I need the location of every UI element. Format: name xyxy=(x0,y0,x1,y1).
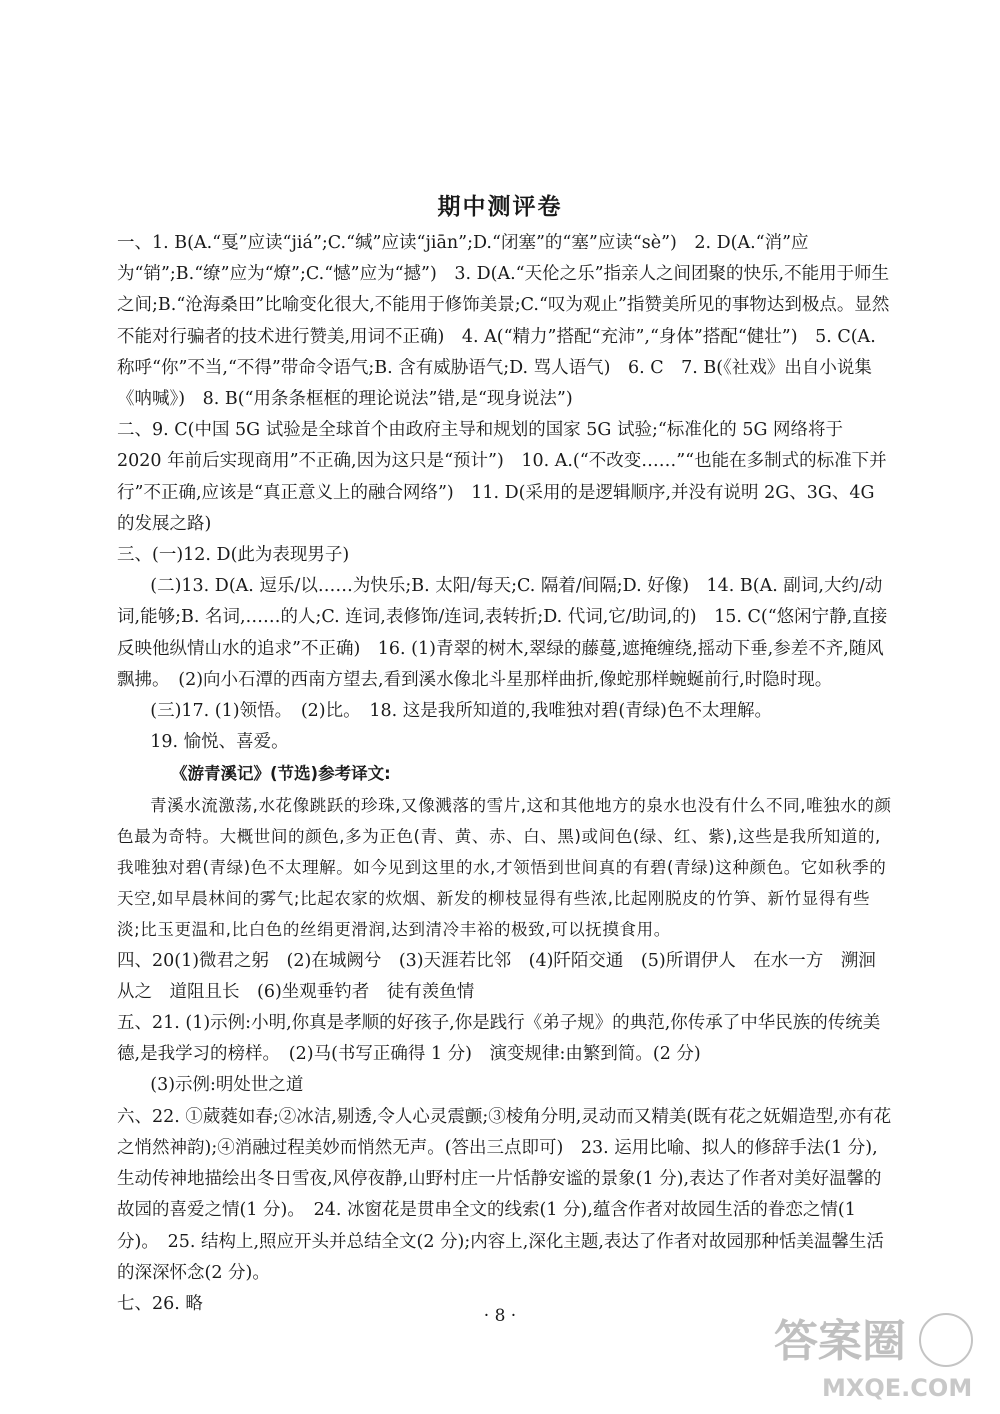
section-5-part-3: (3)示例:明处世之道 xyxy=(150,1075,304,1096)
section-6: 六、22. ①葳蕤如春;②冰洁,剔透,令人心灵震颤;③棱角分明,灵动而又精美(既有花之妩媚造型,亦有花之悄然神韵);④消融过程美妙而悄然无声。(答出三点即可) 23. 运用比喻、拟人的修辞手法(1 分),生动传神地描绘出冬日雪夜,风停夜静,山野村庄一片恬静安谧的景象(1 分),表达了作者对美好温馨的故园的喜爱之情(1 分)。 24. 冰窗花是贯串全文的线索(1 分),蕴含作者对故园生活的眷恋之情(1 分)。 25. 结构上,照应开头并总结全文(2 分);内容上,深化主题,表达了作者对故园那种恬美温馨生活的深深怀念(2 分)。 xyxy=(117,1106,892,1283)
section-7: 七、26. 略 xyxy=(117,1293,203,1314)
watermark-circle-icon xyxy=(920,1314,972,1366)
section-1: 一、1. B(A.“戛”应读“jiá”;C.“缄”应读“jiān”;D.“闭塞”的“塞”应读“sè”) 2. D(A.“消”应为“销”;B.“缭”应为“燎”;C.“憾”应为“撼”) 3. D(A.“天伦之乐”指亲人之间团聚的快乐,不能用于师生之间;B.“沧海桑田”比喻变化很大,不能用于修饰美景;C.“叹为观止”指赞美所见的事物达到极点。显然不能对行骗者的技术进行赞美,用词不正确) 4. A(“精力”搭配“充沛”,“身体”搭配“健壮”) 5. C(A. 称呼“你”不当,“不得”带命令语气;B. 含有威胁语气;D. 骂人语气) 6. C 7. B(《社戏》出自小说集《呐喊》) 8. B(“用条条框框的理论说法”错,是“现身说法”) xyxy=(117,233,890,410)
watermark-logo xyxy=(762,1304,994,1408)
section-4: 四、20(1)微君之躬 (2)在城阙兮 (3)天涯若比邻 (4)阡陌交通 (5)所谓伊人 在水一方 溯洄从之 道阻且长 (6)坐观垂钓者 徒有羡鱼情 xyxy=(117,950,876,1002)
page-title: 期中测评卷 xyxy=(437,194,563,220)
watermark-text: 答案圈 xyxy=(774,1316,906,1367)
translation-title: 《游青溪记》(节选)参考译文: xyxy=(171,764,391,784)
section-3-part-2: (二)13. D(A. 逗乐/以……为快乐;B. 太阳/每天;C. 隔着/间隔;D. 好像) 14. B(A. 副词,大约/动词,能够;B. 名词,……的人;C. 连词,表修饰/连词,表转折;D. 代词,它/助词,的) 15. C(“悠闲宁静,直接反映他纵情山水的追求”不正确) 16. (1)青翠的树木,翠绿的藤蔓,遮掩缠绕,摇动下垂,参差不齐,随风飘拂。 (2)向小石潭的西南方望去,看到溪水像北斗星那样曲折,像蛇那样蜿蜒前行,时隐时现。 xyxy=(117,576,888,690)
watermark-url: MXQE.COM xyxy=(822,1374,973,1402)
answer-content xyxy=(117,228,892,1320)
page-number: · 8 · xyxy=(483,1306,517,1326)
section-3-part-1: 三、(一)12. D(此为表现男子) xyxy=(117,545,350,566)
section-3-part-3: (三)17. (1)领悟。 (2)比。 18. 这是我所知道的,我唯独对碧(青绿)色不太理解。 xyxy=(150,701,772,722)
section-3-q19: 19. 愉悦、喜爱。 xyxy=(150,732,289,753)
translation-body: 青溪水流激荡,水花像跳跃的珍珠,又像溅落的雪片,这和其他地方的泉水也没有什么不同,唯独水的颜色最为奇特。大概世间的颜色,多为正色(青、黄、赤、白、黑)或间色(绿、红、紫),这些是我所知道的,我唯独对碧(青绿)色不太理解。如今见到这里的水,才领悟到世间真的有碧(青绿)这种颜色。它如秋季的天空,如早晨林间的雾气;比起农家的炊烟、新发的柳枝显得有些浓,比起刚脱皮的竹笋、新竹显得有些淡;比玉更温和,比白色的丝绢更滑润,达到清冷丰裕的极致,可以抚摸食用。 xyxy=(117,795,892,940)
section-5: 五、21. (1)示例:小明,你真是孝顺的好孩子,你是践行《弟子规》的典范,你传承了中华民族的传统美德,是我学习的榜样。 (2)马(书写正确得 1 分) 演变规律:由繁到简。(2 分) xyxy=(117,1013,881,1065)
section-2: 二、9. C(中国 5G 试验是全球首个由政府主导和规划的国家 5G 试验;“标准化的 5G 网络将于 2020 年前后实现商用”不正确,因为这只是“预计”) 10. A.(“不改变……”“也能在多制式的标准下并行”不正确,应该是“真正意义上的融合网络”) 11. D(采用的是逻辑顺序,并没有说明 2G、3G、4G 的发展之路) xyxy=(117,420,887,534)
